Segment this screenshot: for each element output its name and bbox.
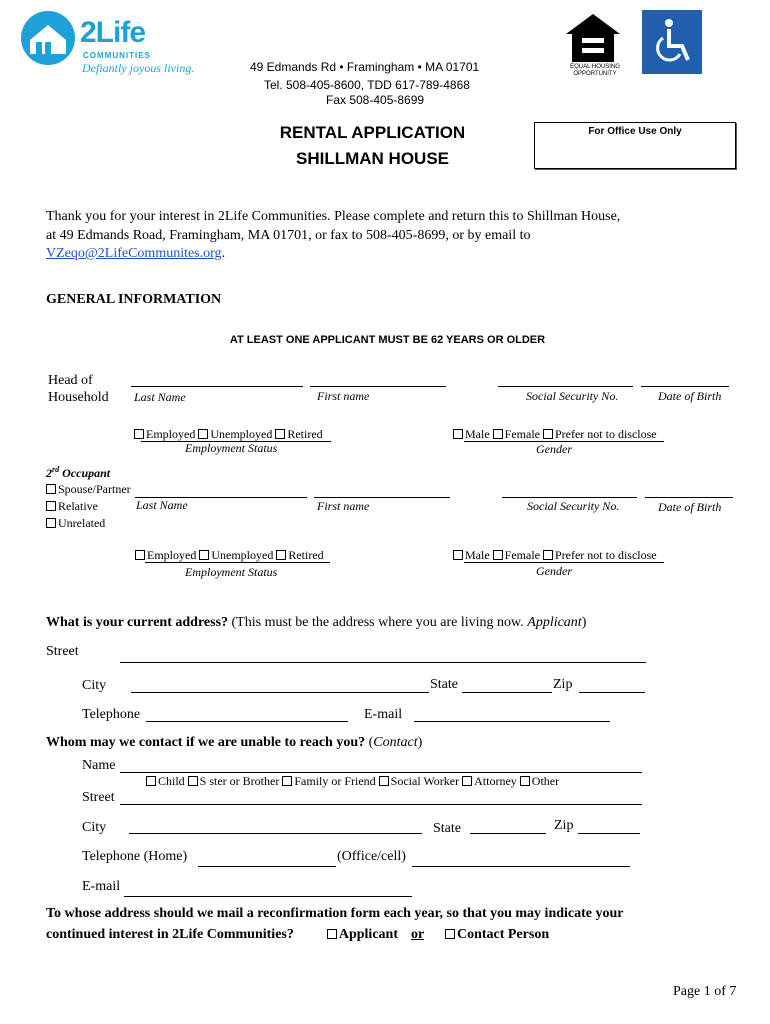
mail-applicant-label: Applicant — [338, 927, 398, 942]
head-employed-label: Employed — [146, 427, 196, 441]
social-worker-checkbox[interactable] — [379, 776, 389, 786]
head-employment-options — [134, 427, 323, 442]
head-employed-checkbox[interactable] — [134, 429, 144, 439]
head-unemployed-label: Unemployed — [210, 427, 273, 441]
contact-name-label: Name — [82, 758, 116, 773]
head-prefer-checkbox[interactable] — [543, 429, 553, 439]
second-male-checkbox[interactable] — [453, 550, 463, 560]
other-checkbox[interactable] — [520, 776, 530, 786]
second-label: Occupant — [62, 466, 111, 480]
head-unemployed-checkbox[interactable] — [198, 429, 208, 439]
second-ssn-label: Social Security No. — [527, 499, 620, 513]
second-employed-label: Employed — [147, 548, 197, 562]
relationship-options — [46, 481, 131, 532]
email-field[interactable] — [414, 721, 610, 722]
page-number: Page 1 of 7 — [673, 984, 737, 999]
spouse-label: Spouse/Partner — [58, 482, 131, 496]
mail-or: or — [410, 927, 424, 942]
page-subtitle: SHILLMAN HOUSE — [296, 149, 449, 168]
attorney-label: Attorney — [474, 774, 517, 788]
address-note-end: ) — [581, 615, 587, 630]
contact-question-text: Whom may we contact if we are unable to reach you? — [46, 735, 366, 750]
contact-city-label: City — [82, 820, 107, 835]
mail-question-line2 — [46, 927, 549, 943]
contact-email-label: E-mail — [82, 879, 121, 894]
second-retired-checkbox[interactable] — [276, 550, 286, 560]
friend-checkbox[interactable] — [282, 776, 292, 786]
second-female-label: Female — [504, 548, 540, 562]
second-prefer-checkbox[interactable] — [543, 550, 553, 560]
email-label: E-mail — [364, 707, 403, 722]
org-fax: Fax 508-405-8699 — [326, 93, 425, 107]
contact-city-field[interactable] — [129, 833, 422, 834]
logo-house-icon — [20, 10, 80, 70]
child-label: Child — [158, 774, 185, 788]
head-employment-status-label: Employment Status — [185, 441, 278, 455]
head-dob-field[interactable] — [641, 386, 729, 387]
second-unemployed-checkbox[interactable] — [199, 550, 209, 560]
head-gender-options — [453, 427, 657, 442]
contact-tel-home-label: Telephone (Home) — [82, 849, 188, 864]
head-dob-label: Date of Birth — [658, 389, 722, 403]
address-note: (This must be the address where you are living now. — [228, 615, 528, 630]
head-first-label: First name — [317, 389, 370, 403]
telephone-field[interactable] — [146, 721, 348, 722]
address-question-text: What is your current address? — [46, 615, 229, 630]
intro-line1: Thank you for your interest in 2Life Communities. Please complete and return this to Shillman House, — [46, 209, 621, 224]
unrelated-checkbox[interactable] — [46, 518, 56, 528]
second-prefer-label: Prefer not to disclose — [554, 548, 657, 562]
contact-zip-field[interactable] — [578, 833, 640, 834]
head-female-checkbox[interactable] — [493, 429, 503, 439]
second-employment-options — [135, 548, 324, 563]
logo-name: 2Life — [80, 16, 146, 49]
wheelchair-icon — [642, 10, 702, 74]
second-employed-checkbox[interactable] — [135, 550, 145, 560]
head-male-label: Male — [465, 427, 490, 441]
second-gender-label: Gender — [536, 564, 572, 578]
contact-state-label: State — [433, 821, 461, 836]
equal-housing-logo — [562, 10, 624, 78]
state-field[interactable] — [462, 692, 552, 693]
head-retired-checkbox[interactable] — [275, 429, 285, 439]
second-num: 2 — [46, 466, 52, 480]
telephone-label: Telephone — [82, 707, 141, 722]
intro-period: . — [221, 246, 226, 261]
equal-housing-text: EQUAL HOUSING OPPORTUNITY — [570, 64, 620, 77]
city-label: City — [82, 678, 107, 693]
other-label: Other — [531, 774, 560, 788]
head-label-1: Head of — [48, 373, 93, 388]
head-ssn-field[interactable] — [498, 386, 633, 387]
zip-field[interactable] — [579, 692, 645, 693]
contact-office-field[interactable] — [412, 866, 630, 867]
state-label: State — [430, 677, 458, 692]
accessibility-logo — [642, 10, 702, 74]
equal-housing-icon — [562, 10, 624, 66]
head-gender-label: Gender — [536, 442, 572, 456]
contact-street-label: Street — [82, 790, 115, 805]
head-ssn-label: Social Security No. — [526, 389, 619, 403]
second-employment-underline — [145, 562, 330, 563]
second-dob-field[interactable] — [645, 497, 733, 498]
relative-label: Relative — [58, 499, 98, 513]
contact-relationship-options — [146, 774, 559, 789]
head-last-name-field[interactable] — [131, 386, 303, 387]
mail-question-line1: To whose address should we mail a reconfirmation form each year, so that you may indicate your — [46, 906, 624, 921]
contact-zip-label: Zip — [554, 818, 574, 833]
address-note-italic: Applicant — [527, 615, 582, 630]
office-use-box — [534, 122, 736, 169]
second-female-checkbox[interactable] — [493, 550, 503, 560]
org-address: 49 Edmands Rd • Framingham • MA 01701 — [250, 60, 480, 74]
intro-line2: at 49 Edmands Road, Framingham, MA 01701, or fax to 508-405-8699, or by email to — [46, 228, 531, 243]
head-prefer-label: Prefer not to disclose — [554, 427, 657, 441]
second-retired-label: Retired — [288, 548, 324, 562]
second-gender-options — [453, 548, 657, 563]
contact-tel-home-field[interactable] — [198, 866, 336, 867]
contact-name-field[interactable] — [120, 772, 642, 773]
second-employment-status-label: Employment Status — [185, 565, 278, 579]
street-field[interactable] — [120, 662, 646, 663]
contact-note: ( — [365, 735, 374, 750]
contact-state-field[interactable] — [470, 833, 546, 834]
head-label — [48, 372, 109, 406]
head-male-checkbox[interactable] — [453, 429, 463, 439]
contact-question — [46, 735, 422, 751]
unrelated-label: Unrelated — [58, 516, 106, 530]
contact-note-italic: Contact — [373, 735, 418, 750]
age-notice: AT LEAST ONE APPLICANT MUST BE 62 YEARS OR OLDER — [229, 334, 546, 346]
second-sup: rd — [52, 465, 60, 474]
org-phone: Tel. 508-405-8600, TDD 617-789-4868 — [264, 78, 470, 92]
second-last-label: Last Name — [136, 498, 188, 512]
relative-checkbox[interactable] — [46, 501, 56, 511]
mail-question-line2-text: continued interest in 2Life Communities? — [46, 927, 294, 942]
head-label-2: Household — [48, 390, 109, 405]
contact-email-field[interactable] — [124, 896, 412, 897]
mail-applicant-checkbox[interactable] — [327, 929, 337, 939]
social-worker-label: Social Worker — [390, 774, 460, 788]
head-last-label: Last Name — [134, 390, 186, 404]
mail-contact-checkbox[interactable] — [445, 929, 455, 939]
second-first-name-field[interactable] — [314, 497, 450, 498]
general-heading: GENERAL INFORMATION — [46, 292, 222, 307]
street-label: Street — [46, 644, 79, 659]
sibling-label: S ster or Brother — [199, 774, 280, 788]
office-use-label: For Office Use Only — [588, 126, 682, 137]
city-field[interactable] — [131, 692, 429, 693]
second-gender-underline — [464, 562, 664, 563]
second-ssn-field[interactable] — [502, 497, 637, 498]
head-retired-label: Retired — [287, 427, 323, 441]
child-checkbox[interactable] — [146, 776, 156, 786]
second-first-label: First name — [317, 499, 370, 513]
spouse-checkbox[interactable] — [46, 484, 56, 494]
second-male-label: Male — [465, 548, 490, 562]
head-first-name-field[interactable] — [310, 386, 446, 387]
address-question — [46, 615, 586, 631]
logo — [20, 10, 210, 80]
email-link[interactable]: VZeqo@2LifeCommunites.org — [46, 246, 222, 261]
mail-contact-label: Contact Person — [456, 927, 550, 942]
second-occupant-label — [46, 465, 110, 481]
contact-note-end: ) — [417, 735, 423, 750]
second-unemployed-label: Unemployed — [211, 548, 274, 562]
intro-line3 — [46, 246, 225, 262]
head-female-label: Female — [504, 427, 540, 441]
attorney-checkbox[interactable] — [462, 776, 472, 786]
tagline: Defiantly joyous living. — [82, 61, 195, 75]
zip-label: Zip — [553, 677, 573, 692]
contact-street-field[interactable] — [120, 804, 642, 805]
page-title: RENTAL APPLICATION — [279, 123, 466, 142]
second-dob-label: Date of Birth — [658, 500, 722, 514]
sibling-checkbox[interactable] — [188, 776, 198, 786]
contact-office-label: (Office/cell) — [337, 849, 406, 864]
logo-sub: COMMUNITIES — [83, 51, 151, 60]
friend-label: Family or Friend — [294, 774, 376, 788]
